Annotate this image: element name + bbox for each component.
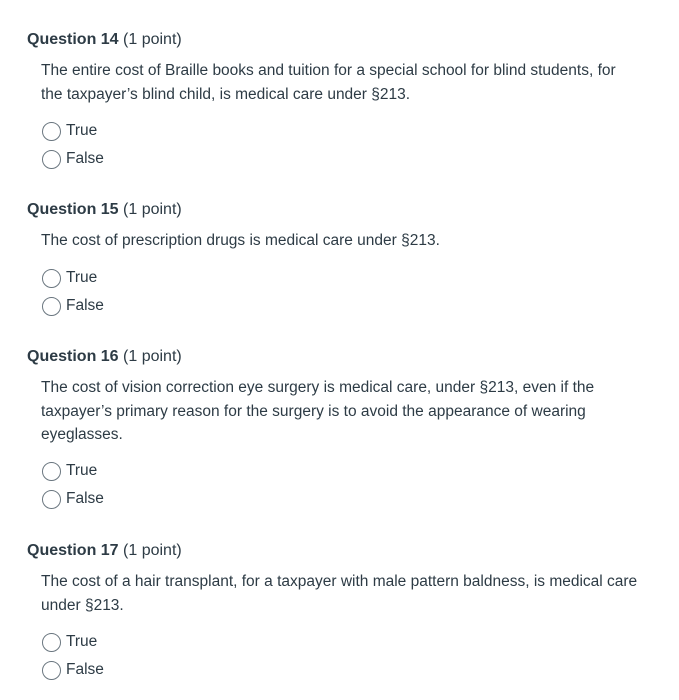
question-points: (1 point): [123, 542, 182, 559]
option-label[interactable]: True: [66, 269, 98, 286]
question-title: Question 16: [27, 348, 119, 365]
question-header: [27, 541, 182, 561]
radio-button[interactable]: [42, 661, 61, 680]
radio-button[interactable]: [42, 633, 61, 652]
radio-button[interactable]: [42, 490, 61, 509]
question-header: [27, 30, 182, 50]
radio-button[interactable]: [42, 269, 61, 288]
question-title: Question 15: [27, 201, 119, 218]
question-text: The entire cost of Braille books and tuition for a special school for blind students, for the taxpayer’s blind child, is medical care under §213.: [41, 62, 616, 103]
question-text: The cost of a hair transplant, for a taxpayer with male pattern baldness, is medical care under §213.: [41, 573, 638, 614]
radio-button[interactable]: [42, 122, 61, 141]
option-label[interactable]: False: [66, 490, 104, 507]
question-title: Question 17: [27, 542, 119, 559]
option-false[interactable]: [42, 295, 104, 317]
radio-button[interactable]: [42, 150, 61, 169]
question-points: (1 point): [123, 201, 182, 218]
question-text: The cost of vision correction eye surgery is medical care, under §213, even if the taxpayer’s primary reason for the surgery is to avoid the appearance of wearing eyeglasses.: [41, 379, 595, 443]
option-label[interactable]: True: [66, 633, 98, 650]
option-label[interactable]: True: [66, 462, 98, 479]
option-true[interactable]: [42, 460, 97, 482]
option-false[interactable]: [42, 659, 104, 681]
question-title: Question 14: [27, 31, 119, 48]
option-true[interactable]: [42, 120, 97, 142]
option-label[interactable]: False: [66, 297, 104, 314]
option-label[interactable]: False: [66, 150, 104, 167]
option-false[interactable]: [42, 488, 104, 510]
option-true[interactable]: [42, 267, 97, 289]
question-text: The cost of prescription drugs is medical care under §213.: [41, 232, 440, 249]
option-label[interactable]: False: [66, 661, 104, 678]
question-points: (1 point): [123, 31, 182, 48]
question-header: [27, 200, 182, 220]
option-label[interactable]: True: [66, 122, 98, 139]
question-header: [27, 347, 182, 367]
option-false[interactable]: [42, 148, 104, 170]
radio-button[interactable]: [42, 462, 61, 481]
option-true[interactable]: [42, 631, 97, 653]
radio-button[interactable]: [42, 297, 61, 316]
question-points: (1 point): [123, 348, 182, 365]
